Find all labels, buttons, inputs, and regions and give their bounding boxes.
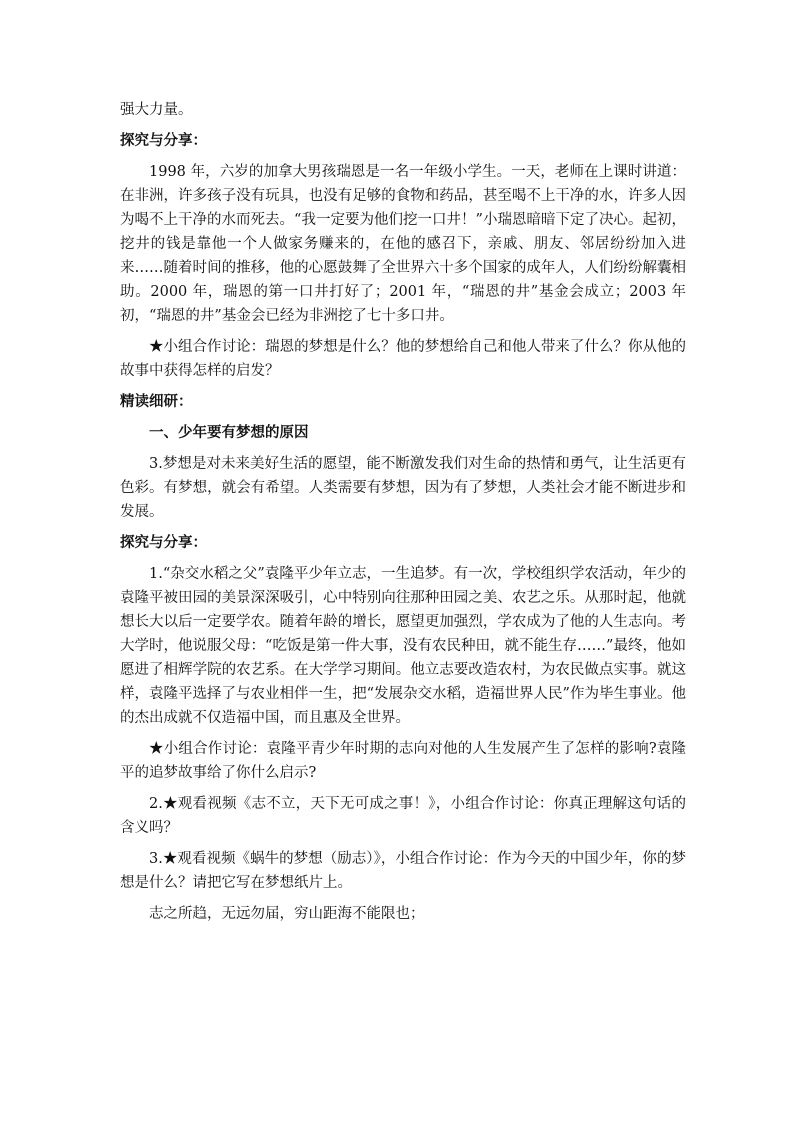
paragraph-dream-definition: 3.梦想是对未来美好生活的愿望，能不断激发我们对生命的热情和勇气，让生活更有色彩。有梦想，就会有希望。人类需要有梦想，因为有了梦想，人类社会才能不断进步和发展。 bbox=[120, 456, 686, 520]
spacer bbox=[120, 524, 686, 531]
spacer bbox=[120, 895, 686, 902]
document-page bbox=[120, 98, 686, 926]
paragraph-ryan-story: 1998 年，六岁的加拿大男孩瑞恩是一名一年级小学生。一天，老师在上课时讲道：在非洲，许多孩子没有玩具，也没有足够的食物和药品，甚至喝不上干净的水，许多人因为喝不上干净的水而死去。“我一定要为他们挖一口井！”小瑞恩暗暗下定了决心。起初，挖井的钱是靠他一个人做家务赚来的，在他的感召下，亲戚、朋友、邻居纷纷加入进来……随着时间的推移，他的心愿鼓舞了全世界六十多个国家的成年人，人们纷纷解囊相助。2000 年，瑞恩的第一口井打好了；2001 年，“瑞恩的井”基金会成立；2003 年初，“瑞恩的井”基金会已经为非洲挖了七十多口井。 bbox=[120, 164, 686, 324]
spacer bbox=[120, 383, 686, 390]
spacer bbox=[120, 122, 686, 129]
spacer bbox=[120, 840, 686, 847]
section-heading-close-reading: 精读细研： bbox=[120, 393, 193, 410]
spacer bbox=[120, 730, 686, 737]
section-heading-explore-share-2: 探究与分享： bbox=[120, 534, 207, 551]
section-heading-explore-share: 探究与分享： bbox=[120, 132, 207, 149]
subheading-reasons-for-dreams: 一、少年要有梦想的原因 bbox=[149, 424, 309, 441]
spacer bbox=[120, 785, 686, 792]
paragraph-yuan-longping-story: 1.“杂交水稻之父”袁隆平少年立志，一生追梦。有一次，学校组织学农活动，年少的袁隆平被田园的美景深深吸引，心中特别向往那种田园之美、农艺之乐。从那时起，他就想长大以后一定要学农。随着年龄的增长，愿望更加强烈，学农成为了他的人生志向。考大学时，他说服父母：“吃饭是第一件大事，没有农民种田，就不能生存……”最终，他如愿进了相辉学院的农艺系。在大学学习期间。他立志要改造农村，为农民做点实事。就这样，袁隆平选择了与农业相伴一生，把“发展杂交水稻，造福世界人民”作为毕生事业。他的杰出成就不仅造福中国，而且惠及全世界。 bbox=[120, 566, 686, 726]
paragraph-quote: 志之所趋，无远勿届，穷山距海不能限也； bbox=[149, 906, 425, 922]
spacer bbox=[120, 328, 686, 335]
spacer bbox=[120, 445, 686, 452]
spacer bbox=[120, 555, 686, 562]
spacer bbox=[120, 414, 686, 421]
paragraph-continuation: 强大力量。 bbox=[120, 102, 193, 118]
paragraph-group-discussion-yuan: ★小组合作讨论：袁隆平青少年时期的志向对他的人生发展产生了怎样的影响?袁隆平的追梦故事给了你什么启示? bbox=[120, 741, 686, 781]
paragraph-video-activity-2: 3.★观看视频《蜗牛的梦想（励志）》，小组合作讨论：作为今天的中国少年，你的梦想是什么？请把它写在梦想纸片上。 bbox=[120, 851, 686, 891]
paragraph-group-discussion-ryan: ★小组合作讨论：瑞恩的梦想是什么？他的梦想给自己和他人带来了什么？你从他的故事中获得怎样的启发？ bbox=[120, 339, 686, 379]
spacer bbox=[120, 153, 686, 160]
paragraph-video-activity-1: 2.★观看视频《志不立，天下无可成之事！》，小组合作讨论：你真正理解这句话的含义吗？ bbox=[120, 796, 686, 836]
